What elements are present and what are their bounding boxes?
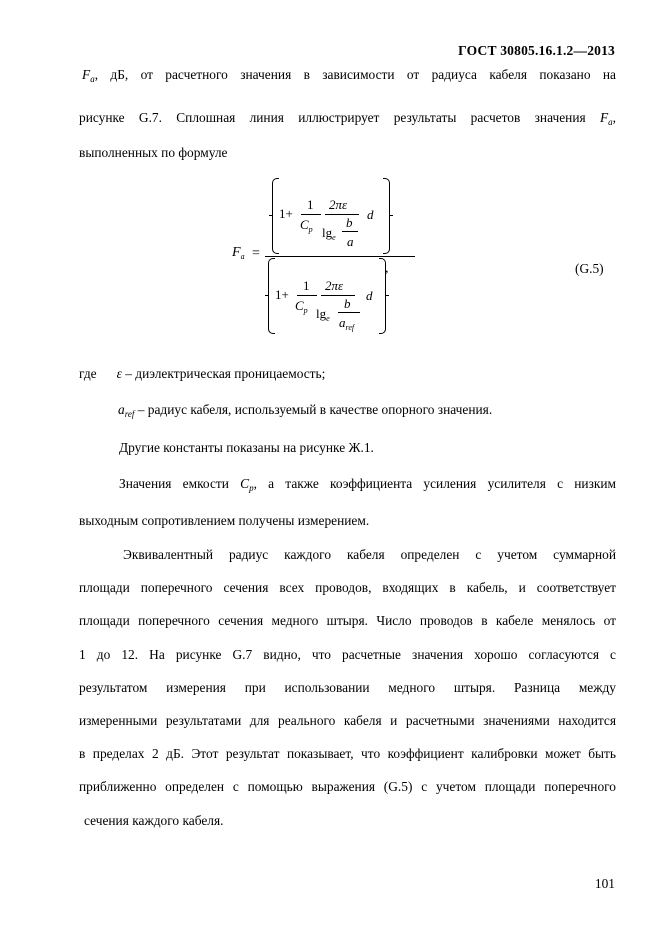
where-eps-line: где ε – диэлектрическая проницаемость; bbox=[79, 366, 326, 381]
fraction-bar bbox=[297, 295, 317, 296]
fraction-bar bbox=[338, 312, 360, 313]
d: d bbox=[366, 288, 373, 303]
lg-e: $\lg_e$ bbox=[322, 225, 336, 242]
a-ref: $a_{ref}$ bbox=[339, 315, 355, 332]
fraction-bar bbox=[301, 214, 321, 215]
paragraph-radius-line-7: в пределах 2 дБ. Этот результат показывает, что коэффициент калибровки может быть bbox=[79, 746, 616, 761]
var-aref: $a_{ref}$ bbox=[118, 402, 135, 419]
one: 1 bbox=[307, 197, 314, 212]
paragraph-radius-line-5: результатом измерения при использовании медного штыря. Разница между bbox=[79, 680, 616, 695]
paragraph-constants: Другие константы показаны на рисунке Ж.1. bbox=[119, 440, 374, 455]
formula-g5 bbox=[232, 178, 402, 346]
where-aref-line: $a_{ref}$ – радиус кабеля, используемый в качестве опорного значения. bbox=[118, 402, 493, 419]
one-plus: 1+ bbox=[275, 287, 289, 302]
d: d bbox=[367, 207, 374, 222]
right-brace bbox=[383, 178, 390, 254]
intro-line-2: рисунке G.7. Сплошная линия иллюстрирует результаты расчетов значения $F_a$, bbox=[79, 110, 616, 127]
paragraph-radius-line-3: площади поперечного сечения медного штыря. Число проводов в кабеле менялось от bbox=[79, 613, 616, 628]
formula-denominator bbox=[268, 258, 386, 334]
var-fa: $F_a$ bbox=[82, 67, 95, 84]
one-plus: 1+ bbox=[279, 206, 293, 221]
intro-line-1: $F_a$, дБ, от расчетного значения в зависимости от радиуса кабеля показано на bbox=[82, 67, 616, 84]
formula-numerator bbox=[272, 178, 390, 254]
left-brace bbox=[272, 178, 279, 254]
formula-main-fraction-bar bbox=[265, 256, 415, 257]
lg-e: $\lg_e$ bbox=[316, 306, 330, 323]
page-number: 101 bbox=[594, 876, 615, 891]
equation-number: (G.5) bbox=[575, 261, 604, 276]
paragraph-radius-line-6: измеренными результатами для реального кабеля и расчетными значениями находится bbox=[79, 713, 616, 728]
b: b bbox=[344, 296, 351, 311]
paragraph-capacitance-line-1: Значения емкости $C_p$, а также коэффициента усиления усилителя с низким bbox=[119, 476, 617, 493]
intro-line-3: выполненных по формуле bbox=[79, 145, 228, 160]
paragraph-capacitance-line-2: выходным сопротивлением получены измерением. bbox=[79, 513, 370, 528]
left-brace bbox=[268, 258, 275, 334]
formula-comma: , bbox=[385, 261, 389, 276]
paragraph-radius-line-9: сечения каждого кабеля. bbox=[84, 813, 224, 828]
doc-id-header: ГОСТ 30805.16.1.2—2013 bbox=[458, 43, 615, 58]
var-fa: $F_a$ bbox=[599, 110, 613, 127]
b: b bbox=[346, 215, 353, 230]
paragraph-radius-line-8: приближенно определен с помощью выражения (G.5) с учетом площади поперечного bbox=[79, 779, 616, 794]
two-pi-eps: 2πε bbox=[329, 197, 348, 212]
a: a bbox=[347, 234, 354, 249]
formula-equals: = bbox=[252, 246, 260, 261]
paragraph-radius-line-2: площади поперечного сечения всех проводов, входящих в кабель, и соответствует bbox=[79, 580, 616, 595]
two-pi-eps: 2πε bbox=[325, 278, 344, 293]
paragraph-radius-line-4: 1 до 12. На рисунке G.7 видно, что расчетные значения хорошо согласуются с bbox=[79, 647, 616, 662]
fraction-bar bbox=[342, 231, 358, 232]
var-cp: $C_p$ bbox=[240, 476, 254, 493]
cp: $C_p$ bbox=[300, 217, 313, 234]
paragraph-radius-line-1: Эквивалентный радиус каждого кабеля определен с учетом суммарной bbox=[123, 547, 616, 562]
formula-lhs: $F_a$ bbox=[232, 245, 245, 261]
fraction-bar bbox=[325, 214, 359, 215]
one: 1 bbox=[303, 278, 310, 293]
cp: $C_p$ bbox=[295, 298, 308, 315]
